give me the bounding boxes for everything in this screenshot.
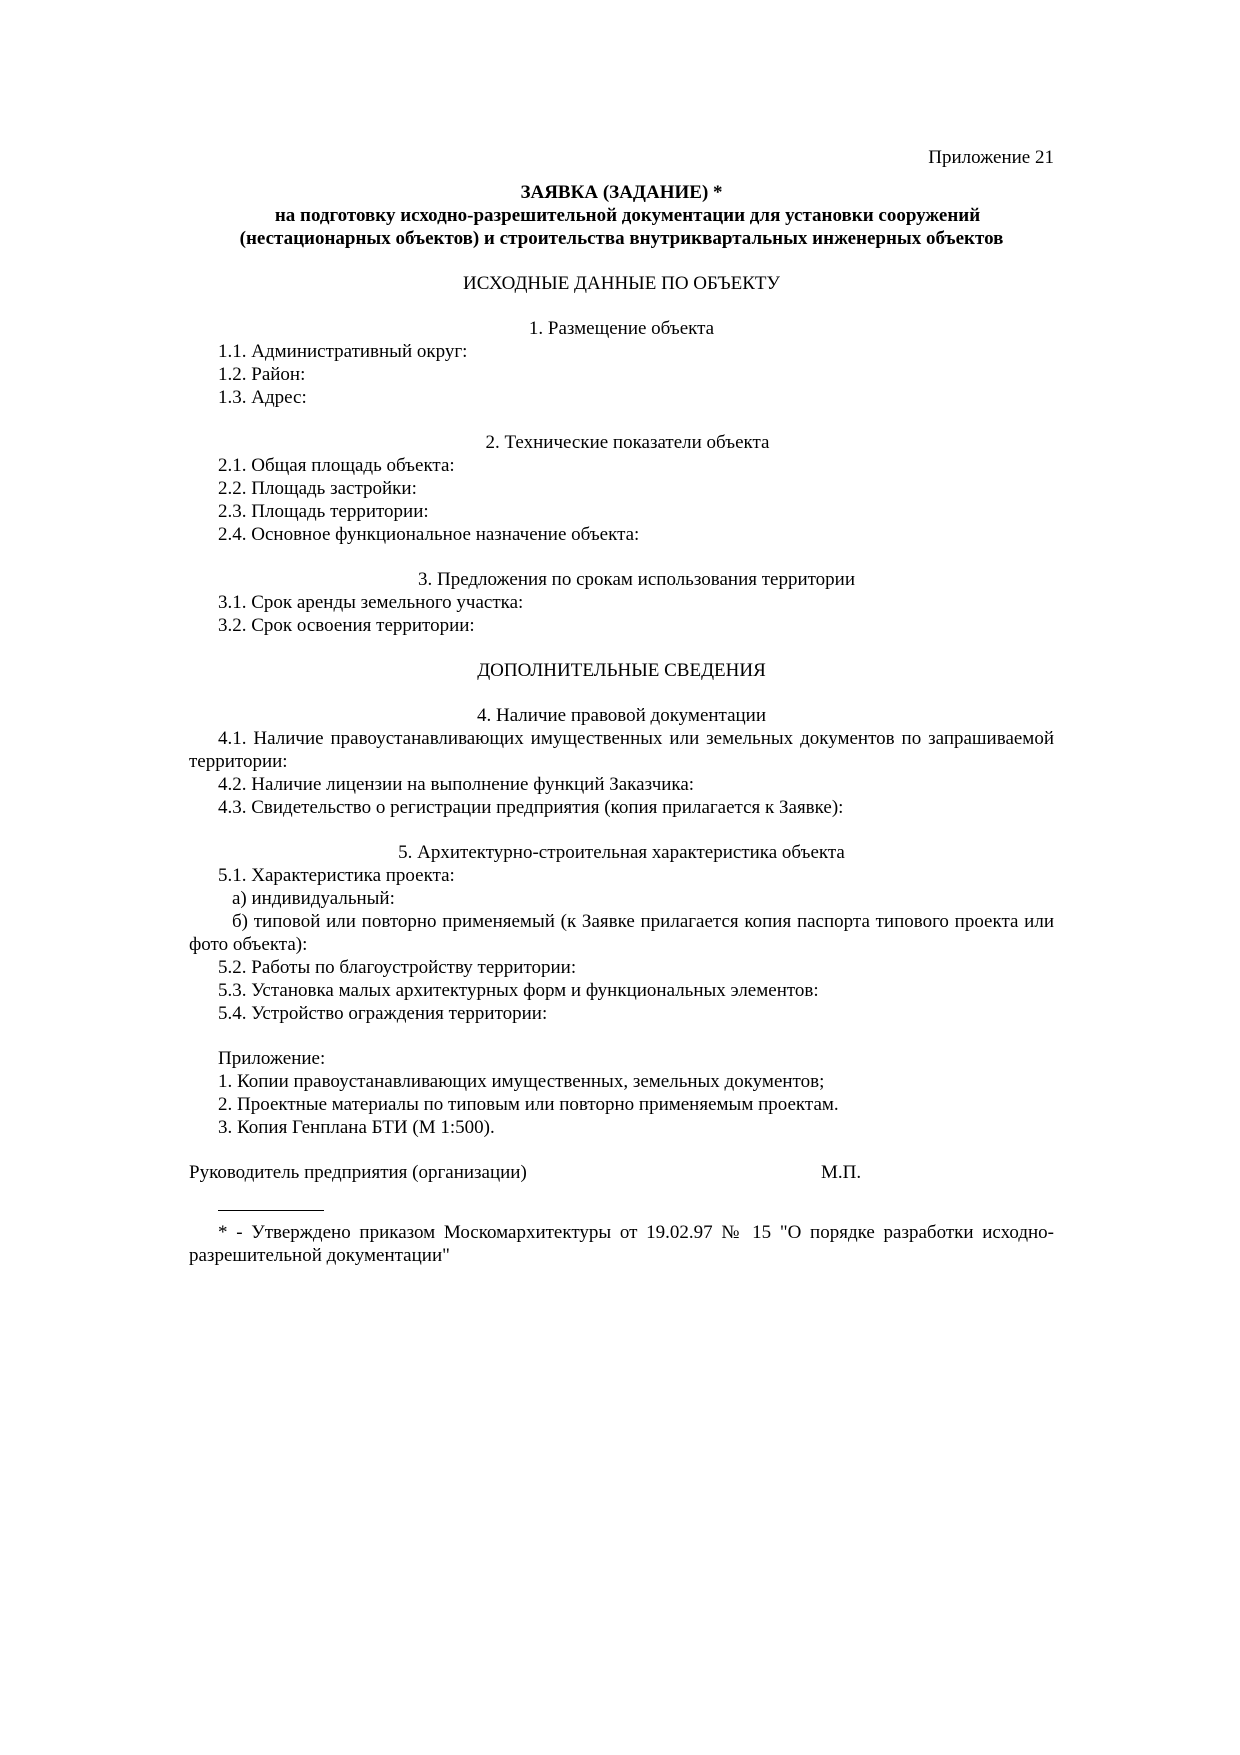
item-4-2: 4.2. Наличие лицензии на выполнение функций Заказчика: <box>218 774 695 795</box>
item-2-1: 2.1. Общая площадь объекта: <box>218 455 455 476</box>
footnote: * - Утверждено приказом Москомархитектуры от 19.02.97 № 15 "О порядке разработки исходно-разрешительной документации" <box>189 1222 1054 1266</box>
item-1-3: 1.3. Адрес: <box>218 387 307 408</box>
document-title <box>189 181 1054 250</box>
item-4-3: 4.3. Свидетельство о регистрации предприятия (копия прилагается к Заявке): <box>218 797 844 818</box>
item-5-4: 5.4. Устройство ограждения территории: <box>218 1003 548 1024</box>
item-5-3: 5.3. Установка малых архитектурных форм и функциональных элементов: <box>218 980 819 1001</box>
attachments-label: Приложение: <box>218 1048 326 1069</box>
item-3-1: 3.1. Срок аренды земельного участка: <box>218 592 524 613</box>
section-5-heading: 5. Архитектурно-строительная характеристика объекта <box>398 842 845 863</box>
title-line-2: на подготовку исходно-разрешительной документации для установки сооружений <box>274 205 981 226</box>
attachment-2: 2. Проектные материалы по типовым или повторно применяемым проектам. <box>218 1094 839 1115</box>
appendix-label: Приложение 21 <box>928 147 1054 168</box>
document-page <box>189 146 1054 1267</box>
item-5-1-a: а) индивидуальный: <box>232 888 395 909</box>
item-3-2: 3.2. Срок освоения территории: <box>218 615 475 636</box>
title-line-3: (нестационарных объектов) и строительства внутриквартальных инженерных объектов <box>239 228 1004 249</box>
title-line-1: ЗАЯВКА (ЗАДАНИЕ) * <box>520 182 723 203</box>
section-3-heading: 3. Предложения по срокам использования территории <box>417 569 856 590</box>
item-4-1: 4.1. Наличие правоустанавливающих имущественных или земельных документов по запрашиваемой территории: <box>189 728 1054 772</box>
section-4-heading: 4. Наличие правовой документации <box>476 705 767 726</box>
section-heading-initial-data: ИСХОДНЫЕ ДАННЫЕ ПО ОБЪЕКТУ <box>463 273 780 294</box>
footnote-divider <box>218 1210 324 1211</box>
item-2-2: 2.2. Площадь застройки: <box>218 478 417 499</box>
attachment-3: 3. Копия Генплана БТИ (М 1:500). <box>218 1117 495 1138</box>
item-1-1: 1.1. Административный округ: <box>218 341 468 362</box>
section-heading-additional: ДОПОЛНИТЕЛЬНЫЕ СВЕДЕНИЯ <box>477 660 766 681</box>
item-2-3: 2.3. Площадь территории: <box>218 501 429 522</box>
signature-row <box>189 1161 1054 1184</box>
item-1-2: 1.2. Район: <box>218 364 306 385</box>
section-1-heading: 1. Размещение объекта <box>528 318 715 339</box>
item-5-2: 5.2. Работы по благоустройству территории: <box>218 957 577 978</box>
item-2-4: 2.4. Основное функциональное назначение объекта: <box>218 524 640 545</box>
section-2-heading: 2. Технические показатели объекта <box>485 432 770 453</box>
attachment-1: 1. Копии правоустанавливающих имущественных, земельных документов; <box>218 1071 825 1092</box>
stamp-place-label: М.П. <box>821 1162 862 1183</box>
item-5-1-b: б) типовой или повторно применяемый (к Заявке прилагается копия паспорта типового проекта или фото объекта): <box>189 911 1054 955</box>
item-5-1: 5.1. Характеристика проекта: <box>218 865 455 886</box>
head-of-organization-label: Руководитель предприятия (организации) <box>189 1162 527 1183</box>
